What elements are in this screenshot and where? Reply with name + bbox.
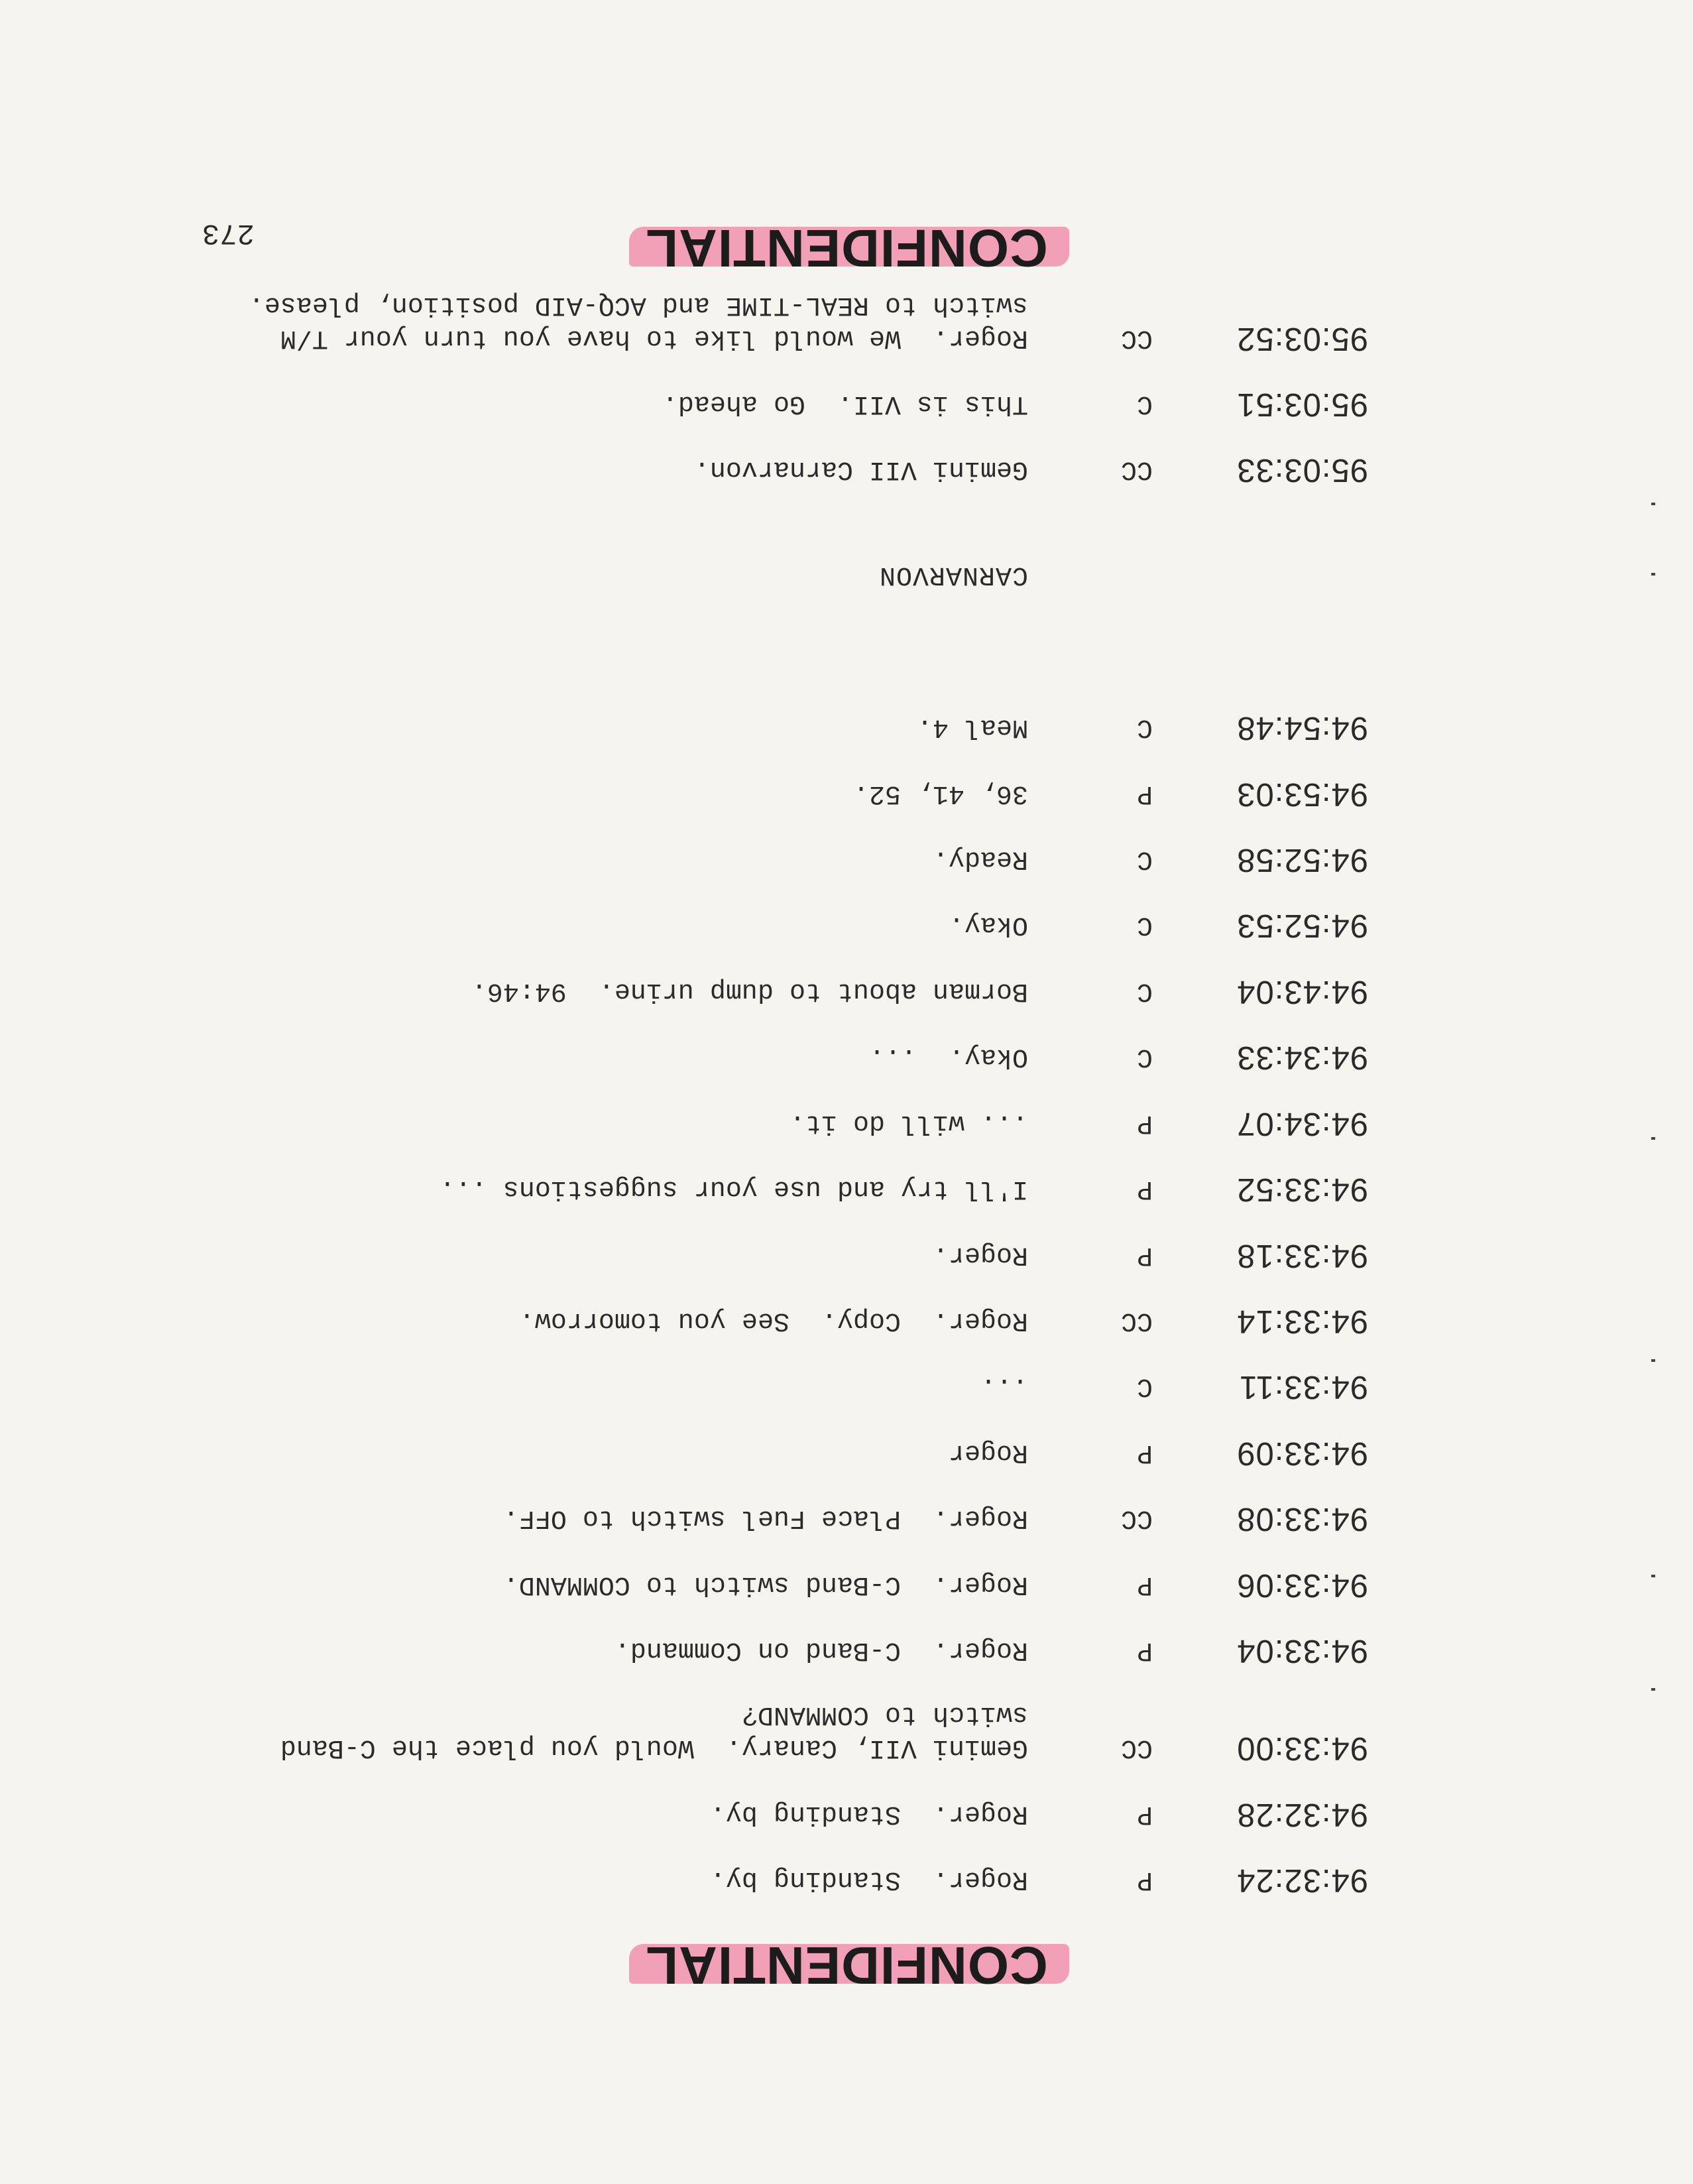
utterance: Okay. [948, 910, 1028, 940]
margin-mark [1651, 1688, 1655, 1691]
speaker: P [1136, 1799, 1153, 1829]
timestamp: 94:33:52 [1236, 1172, 1368, 1207]
utterance: I'll try and use your suggestions ... [439, 1174, 1028, 1203]
utterance: Roger. [932, 1240, 1028, 1270]
timestamp: 94:52:58 [1236, 842, 1368, 878]
utterance: Gemini VII Carnarvon. [693, 454, 1028, 484]
timestamp: 95:03:52 [1236, 321, 1368, 357]
speaker: C [1136, 976, 1153, 1006]
utterance: Roger. Standing by. [709, 1799, 1028, 1829]
utterance: Okay. ... [868, 1042, 1028, 1071]
margin-mark [1651, 573, 1655, 576]
timestamp: 94:43:04 [1236, 974, 1368, 1010]
speaker: P [1136, 1635, 1153, 1665]
timestamp: 95:03:33 [1236, 452, 1368, 488]
timestamp: 94:33:09 [1236, 1435, 1368, 1471]
utterance: This is VII. Go ahead. [662, 389, 1028, 418]
speaker: CC [1120, 1305, 1153, 1335]
timestamp: 94:33:18 [1236, 1238, 1368, 1274]
timestamp: 94:32:28 [1236, 1797, 1368, 1833]
page-number: 273 [202, 216, 255, 249]
speaker: C [1136, 389, 1153, 418]
utterance: Roger. C-Band on Command. [614, 1635, 1028, 1665]
timestamp: 94:33:00 [1236, 1730, 1368, 1766]
timestamp: 94:32:24 [1236, 1862, 1368, 1898]
speaker: P [1136, 778, 1153, 808]
utterance: Roger. We would like to have you turn your T/M switch to REAL-TIME and ACQ-AID position, please. [248, 290, 1028, 353]
section-header: CARNARVON [878, 560, 1028, 589]
utterance: 36, 41, 52. [852, 778, 1028, 808]
utterance: Borman about to dump urine. 94:46. [471, 976, 1028, 1006]
timestamp: 94:53:03 [1236, 776, 1368, 812]
margin-mark [1651, 503, 1655, 505]
timestamp: 94:33:14 [1236, 1304, 1368, 1339]
speaker: CC [1120, 1732, 1153, 1762]
speaker: C [1136, 1371, 1153, 1401]
margin-mark [1651, 1575, 1655, 1577]
timestamp: 94:33:06 [1236, 1567, 1368, 1603]
utterance: Meal 4. [916, 712, 1028, 742]
speaker: C [1136, 1042, 1153, 1071]
timestamp: 94:33:04 [1236, 1633, 1368, 1669]
timestamp: 94:33:08 [1236, 1501, 1368, 1537]
confidential-stamp-bottom: CONFIDENTIAL [0, 221, 1693, 274]
utterance: Roger. C-Band switch to COMMAND. [502, 1569, 1028, 1599]
speaker: P [1136, 1437, 1153, 1467]
speaker: C [1136, 712, 1153, 742]
speaker: P [1136, 1864, 1153, 1894]
utterance: Gemini VII, Canary. Would you place the C-Band switch to COMMAND? [280, 1699, 1028, 1762]
margin-mark [1651, 1137, 1655, 1140]
confidential-stamp-top: CONFIDENTIAL [0, 1939, 1693, 1992]
timestamp: 94:33:11 [1238, 1369, 1368, 1405]
utterance: Roger [948, 1437, 1028, 1467]
utterance: Roger. Standing by. [709, 1864, 1028, 1894]
timestamp: 94:52:53 [1236, 908, 1368, 943]
timestamp: 94:34:07 [1236, 1106, 1368, 1142]
speaker: C [1136, 844, 1153, 874]
speaker: P [1136, 1174, 1153, 1203]
timestamp: 94:34:33 [1236, 1040, 1368, 1075]
utterance: Roger. Copy. See you tomorrow. [518, 1305, 1028, 1335]
timestamp: 94:54:48 [1236, 710, 1368, 746]
speaker: CC [1120, 454, 1153, 484]
speaker: CC [1120, 1503, 1153, 1533]
utterance: ... [980, 1371, 1028, 1401]
utterance: ... will do it. [789, 1108, 1028, 1138]
utterance: Roger. Place Fuel switch to OFF. [502, 1503, 1028, 1533]
utterance: Ready. [932, 844, 1028, 874]
speaker: P [1136, 1240, 1153, 1270]
speaker: P [1136, 1569, 1153, 1599]
speaker: P [1136, 1108, 1153, 1138]
speaker: C [1136, 910, 1153, 940]
timestamp: 95:03:51 [1236, 387, 1368, 422]
speaker: CC [1120, 323, 1153, 353]
margin-mark [1651, 1359, 1655, 1362]
